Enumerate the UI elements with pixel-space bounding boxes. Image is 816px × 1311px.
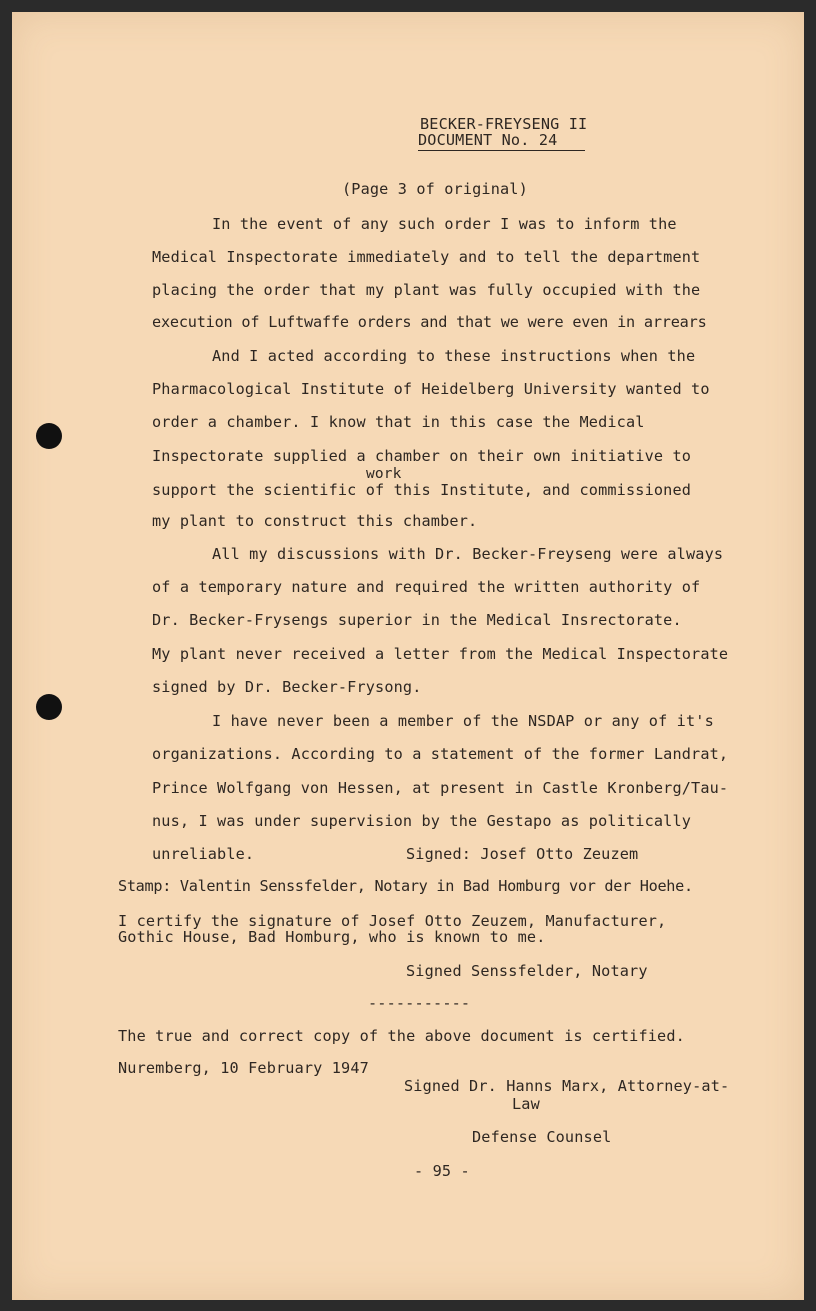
signature-notary: Signed Senssfelder, Notary [406,962,648,980]
body-line: signed by Dr. Becker-Frysong. [152,678,422,696]
body-line: My plant never received a letter from the Medical Inspectorate [152,645,729,663]
separator-line: ----------- [368,994,471,1012]
copy-certification: The true and correct copy of the above document is certified. [118,1027,685,1045]
header-document-number: DOCUMENT No. 24 [418,133,585,151]
body-line: I have never been a member of the NSDAP or any of it's [212,712,714,730]
body-line: organizations. According to a statement of the former Landrat, [152,745,729,763]
counsel-role: Defense Counsel [472,1128,612,1146]
body-line: nus, I was under supervision by the Gestapo as politically [152,812,692,830]
body-line: Pharmacological Institute of Heidelberg University wanted to [152,380,710,398]
body-line: placing the order that my plant was fully occupied with the [152,281,701,299]
body-line: execution of Luftwaffe orders and that we were even in arrears [152,313,707,331]
punch-hole-lower [36,694,62,720]
body-line: my plant to construct this chamber. [152,512,478,530]
punch-hole-upper [36,423,62,449]
body-line: Medical Inspectorate immediately and to tell the department [152,248,701,266]
body-line: order a chamber. I know that in this case the Medical [152,413,645,431]
body-line: Prince Wolfgang von Hessen, at present in Castle Kronberg/Tau- [152,779,729,797]
body-line: And I acted according to these instructions when the [212,347,696,365]
body-line: support the scientific of this Institute, and commissioned [152,481,692,499]
body-line: In the event of any such order I was to inform the [212,215,677,233]
page-note: (Page 3 of original) [342,180,528,198]
interlinear-insertion: work [366,466,402,482]
body-line: of a temporary nature and required the written authority of [152,578,701,596]
place-date: Nuremberg, 10 February 1947 [118,1059,369,1077]
notary-stamp: Stamp: Valentin Senssfelder, Notary in Bad Homburg vor der Hoehe. [118,877,693,895]
signature-counsel: Signed Dr. Hanns Marx, Attorney-at- [404,1077,730,1095]
body-line: Inspectorate supplied a chamber on their own initiative to [152,447,692,465]
certify-line: Gothic House, Bad Homburg, who is known to me. [118,928,546,946]
certify-line: I certify the signature of Josef Otto Zeuzem, Manufacturer, [118,912,667,930]
body-line: Dr. Becker-Frysengs superior in the Medical Insrectorate. [152,611,682,629]
page-number: - 95 - [414,1162,470,1180]
body-line: All my discussions with Dr. Becker-Freyseng were always [212,545,724,563]
signature-counsel-continuation: Law [512,1095,540,1113]
signature-zeuzem: Signed: Josef Otto Zeuzem [406,845,639,863]
body-line: unreliable. [152,845,255,863]
header-case-title: BECKER-FREYSENG II [420,115,588,133]
